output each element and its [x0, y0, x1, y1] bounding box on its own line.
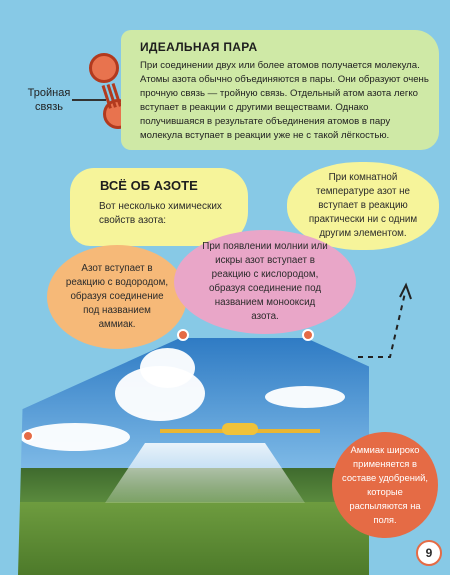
fact-hydrogen-text: Азот вступает в реакцию с водородом, образуя соединение под названием аммиак. [65, 263, 169, 330]
fact-lightning-bubble [174, 230, 356, 334]
frame-dot [177, 329, 189, 341]
ideal-pair-title: ИДЕАЛЬНАЯ ПАРА [140, 40, 258, 54]
frame-dot [302, 329, 314, 341]
nitrogen-subtitle: Вот несколько химических свойств азота: [99, 201, 222, 226]
nitrogen-title: ВСЁ ОБ АЗОТЕ [100, 178, 198, 193]
ammonia-callout [332, 432, 438, 538]
airplane-icon [222, 423, 258, 435]
cloud-icon [265, 386, 345, 408]
ideal-pair-text: При соединении двух или более атомов получается молекула. Атомы азота обычно объединяются в пары. Они образуют очень прочную связь — тройную связь. Отдельный атом азота легко вступает в реакции с другими веществами. Однако получившаяся в результате объединения атомов в пару молекула вступает в реакции уже не с такой лёгкостью. [140, 60, 429, 141]
nitrogen-atom-top-icon [89, 53, 119, 83]
page-number: 9 [416, 540, 442, 566]
fact-room-temp-text: При комнатной температуре азот не вступает в реакцию практически ни с одним другим элементом. [308, 172, 418, 239]
ammonia-callout-text: Аммиак широко применяется в составе удобрений, которые распыляются на поля. [342, 444, 428, 525]
cloud-icon [140, 348, 195, 388]
frame-dot [22, 430, 34, 442]
fact-hydrogen-bubble [47, 245, 187, 349]
cloud-icon [20, 423, 130, 451]
triple-bond-label: Тройная связь [27, 87, 71, 113]
fact-lightning-text: При появлении молнии или искры азот вступает в реакцию с кислородом, образуя соединение под названием монооксид азота. [202, 241, 328, 322]
